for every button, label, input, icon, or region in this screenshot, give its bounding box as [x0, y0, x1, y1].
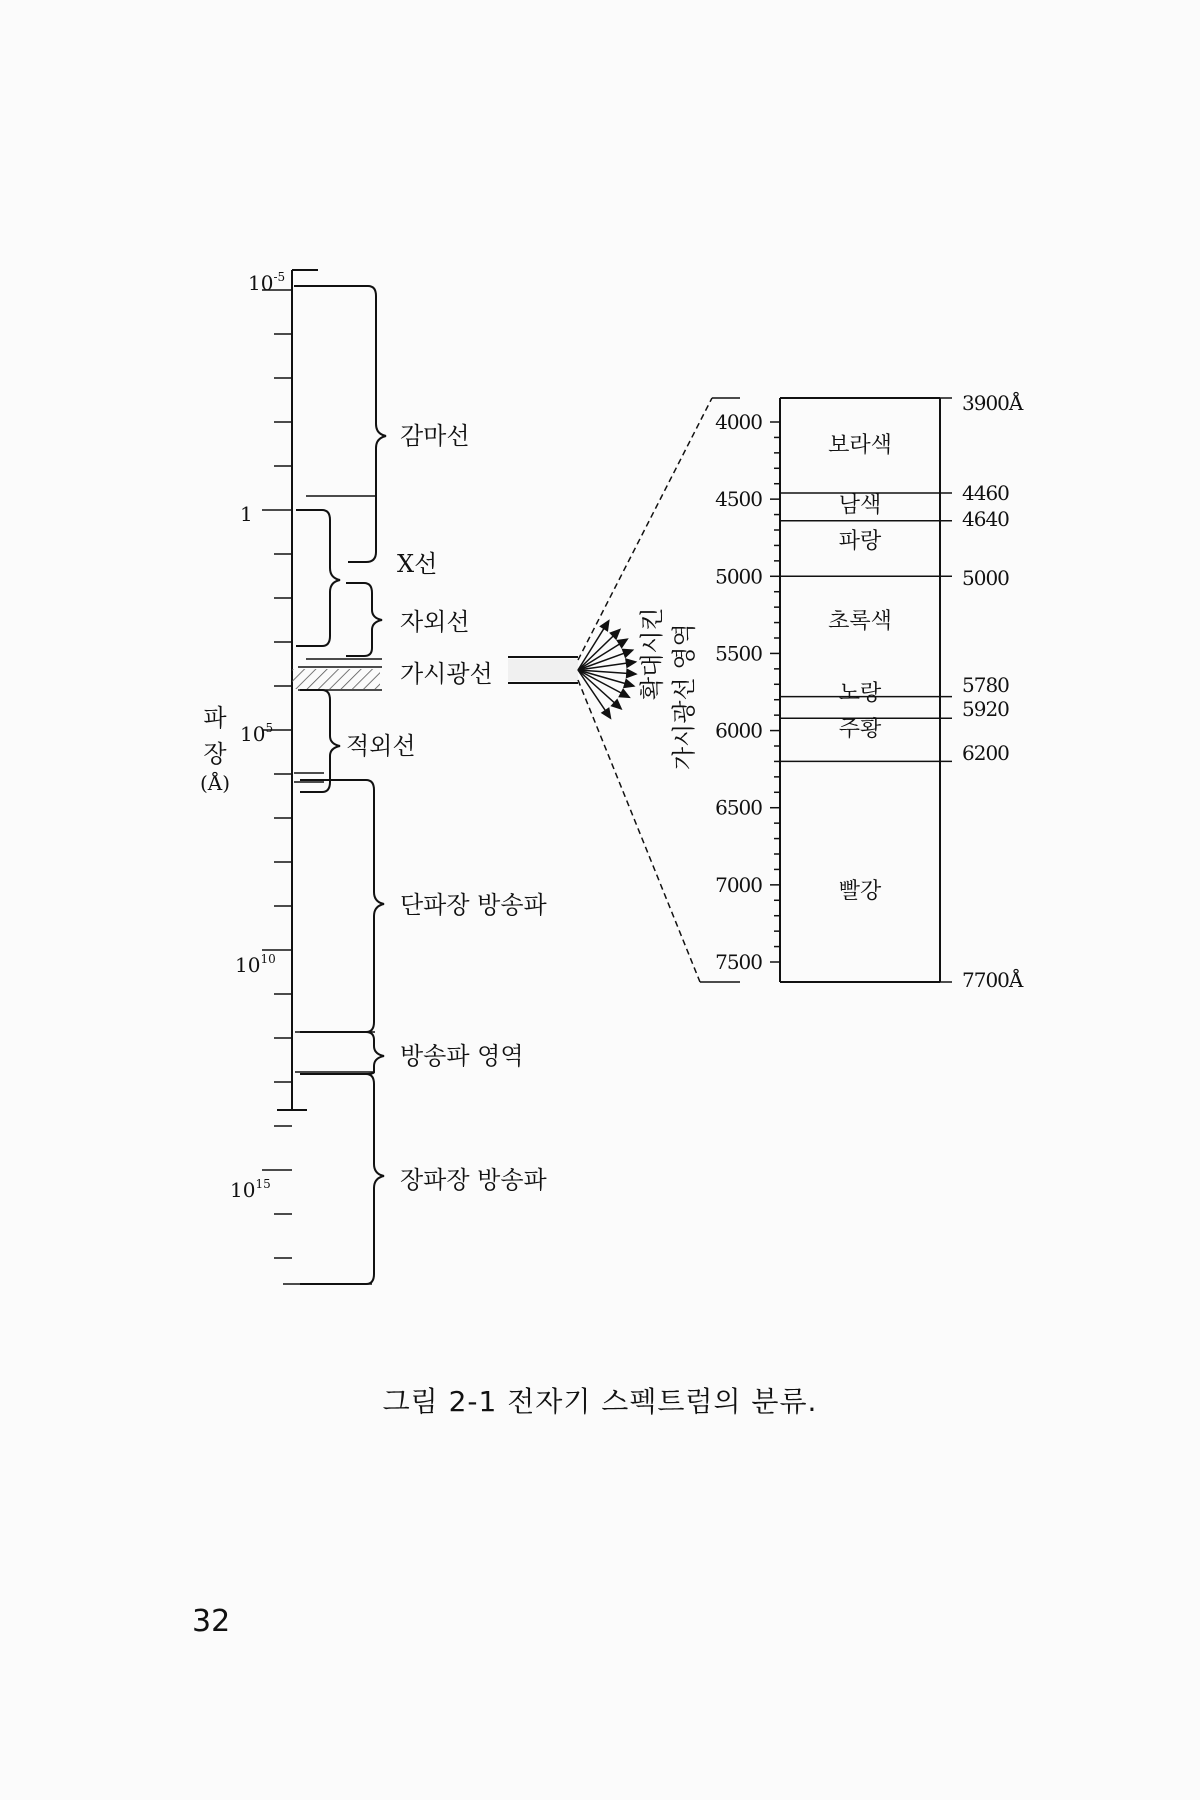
- arrowhead-6: [624, 680, 634, 688]
- arrowhead-0: [601, 621, 609, 631]
- axis-label-char-1: 파: [203, 704, 227, 732]
- color-label-6: 빨강: [838, 879, 882, 904]
- visible-tick-label-5500: 5500: [715, 641, 762, 666]
- scale-label-1e15: $10^{15}$: [230, 1177, 271, 1202]
- scale-label-1e5: $10^5$: [240, 721, 274, 746]
- boundary-label-6: 6200: [962, 741, 1009, 765]
- figure-caption: 그림 2-1 전자기 스펙트럼의 분류.: [382, 1385, 818, 1418]
- brace-uv: [346, 583, 382, 656]
- visible-tick-label-6500: 6500: [715, 795, 762, 820]
- label-shortwave: 단파장 방송파: [400, 891, 547, 919]
- label-broadcast: 방송파 영역: [400, 1042, 524, 1070]
- arrowhead-2: [617, 639, 627, 647]
- visible-tick-label-4500: 4500: [715, 487, 762, 512]
- arrowhead-9: [602, 708, 610, 718]
- visible-tick-labels: [715, 410, 762, 974]
- visible-band-dots: [508, 659, 578, 681]
- visible-tick-label-7500: 7500: [715, 950, 762, 974]
- scale-label-1e-5: $10^{-5}$: [248, 270, 286, 295]
- label-visible: 가시광선: [400, 660, 493, 688]
- arrowhead-7: [619, 689, 629, 697]
- label-uv: 자외선: [400, 608, 470, 636]
- label-xray: X선: [397, 550, 438, 578]
- page-number: 32: [192, 1604, 231, 1639]
- boundary-label-4: 5780: [962, 673, 1009, 697]
- visible-tick-label-7000: 7000: [715, 872, 762, 897]
- boundary-label-3: 5000: [962, 566, 1009, 590]
- magnified-label-2: 가시광선 영역: [670, 623, 698, 770]
- boundary-label-7: 7700Å: [962, 968, 1023, 992]
- magnify-arrows: [578, 621, 636, 718]
- color-label-4: 노랑: [838, 681, 882, 706]
- boundary-label-5: 5920: [962, 697, 1009, 721]
- region-braces: [294, 286, 386, 1284]
- visible-band: [292, 669, 380, 689]
- scale-label-1e10: $10^{10}$: [235, 952, 276, 977]
- visible-scale-ticks: [770, 422, 780, 962]
- boundary-label-0: 3900Å: [962, 391, 1023, 415]
- brace-longwave: [300, 1074, 384, 1284]
- label-gamma: 감마선: [400, 422, 470, 450]
- region-boundaries: [283, 496, 382, 1284]
- color-label-3: 초록색: [828, 609, 892, 634]
- brace-gamma: [294, 286, 386, 562]
- color-label-5: 주황: [838, 717, 882, 742]
- axis-label-char-2: 장: [203, 740, 227, 768]
- arrowhead-3: [623, 649, 633, 657]
- boundary-label-2: 4640: [962, 507, 1009, 531]
- color-label-1: 남색: [838, 493, 882, 518]
- arrowhead-4: [626, 659, 635, 667]
- brace-broadcast: [300, 1032, 384, 1074]
- boundary-labels: [962, 390, 1024, 992]
- color-labels: [828, 433, 892, 904]
- visible-tick-label-5000: 5000: [715, 564, 762, 589]
- boundary-label-1: 4460: [962, 481, 1009, 505]
- scale-ticks: [262, 290, 292, 1258]
- arrowhead-5: [627, 669, 636, 677]
- visible-tick-label-6000: 6000: [715, 718, 762, 743]
- brace-infrared: [300, 690, 340, 792]
- magnified-label-1: 확대시킨: [638, 607, 666, 700]
- visible-tick-label-4000: 4000: [715, 410, 762, 434]
- brace-shortwave: [300, 780, 384, 1032]
- color-label-2: 파랑: [838, 529, 882, 554]
- label-infrared: 적외선: [346, 732, 416, 760]
- label-longwave: 장파장 방송파: [400, 1166, 547, 1194]
- scale-label-1: 1: [240, 502, 253, 526]
- axis-label-unit: (Å): [199, 771, 231, 795]
- brace-xray: [296, 510, 340, 646]
- color-label-0: 보라색: [828, 433, 892, 458]
